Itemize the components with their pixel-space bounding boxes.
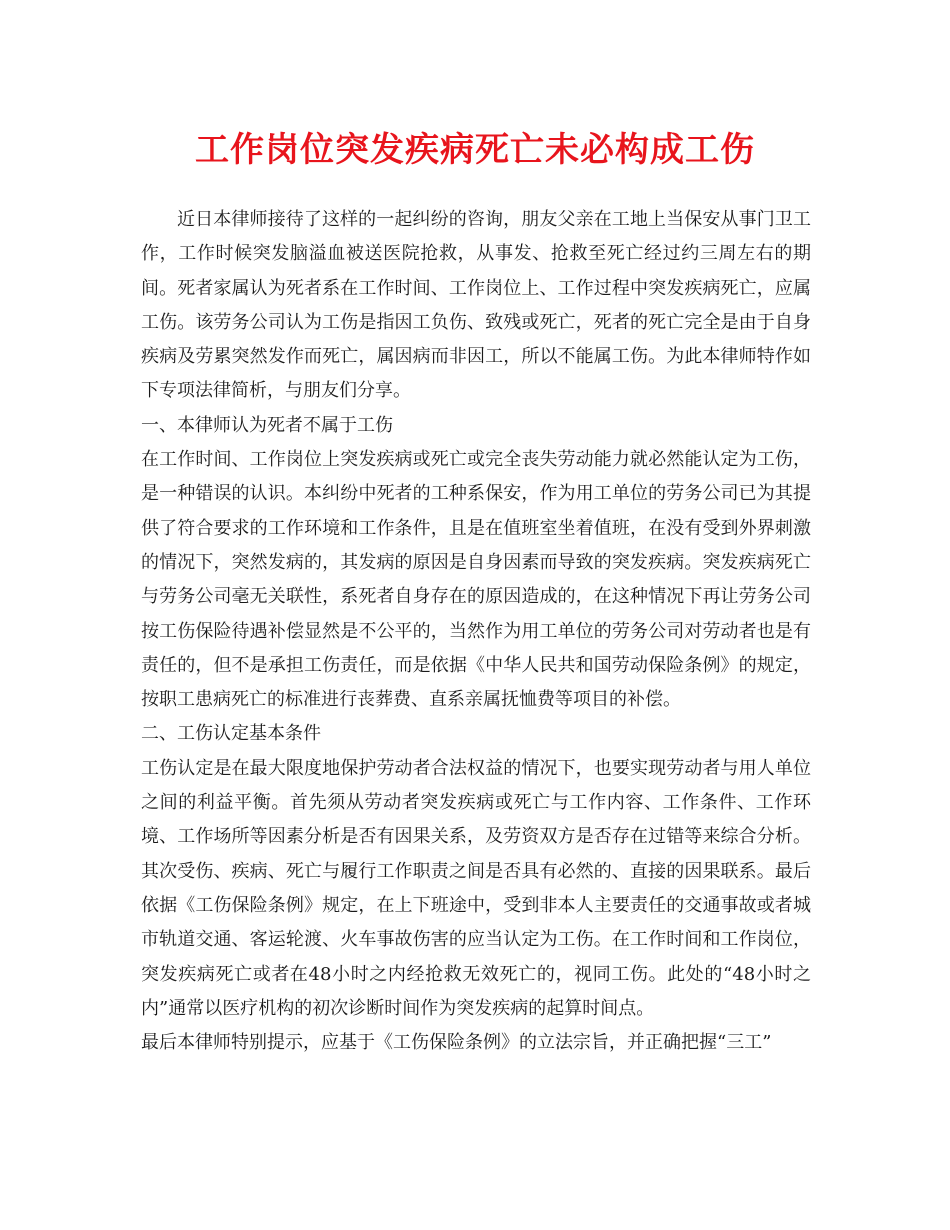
document-title: 工作岗位突发疾病死亡未必构成工伤 — [195, 130, 755, 170]
section-heading-2: 二、工伤认定基本条件 — [141, 723, 321, 745]
paragraph-section-1: 在工作时间、工作岗位上突发疾病或死亡或完全丧失劳动能力就必然能认定为工伤，是一种错误的认识。本纠纷中死者的工种系保安，作为用工单位的劳务公司已为其提供了符合要求的工作环境和工作条件，且是在值班室坐着值班，在没有受到外界刺激的情况下，突然发病的，其发病的原因是自身因素而导致的突发疾病。突发疾病死亡与劳务公司毫无关联性，系死者自身存在的原因造成的，在这种情况下再让劳务公司按工伤保险待遇补偿显然是不公平的，当然作为用工单位的劳务公司对劳动者也是有责任的，但不是承担工伤责任，而是依据《中华人民共和国劳动保险条例》的规定，按职工患病死亡的标准进行丧葬费、直系亲属抚恤费等项目的补偿。 — [141, 449, 811, 711]
section-heading-1: 一、本律师认为死者不属于工伤 — [141, 414, 393, 436]
paragraph-section-2: 工伤认定是在最大限度地保护劳动者合法权益的情况下，也要实现劳动者与用人单位之间的利益平衡。首先须从劳动者突发疾病或死亡与工作内容、工作条件、工作环境、工作场所等因素分析是否有因果关系，及劳资双方是否存在过错等来综合分析。其次受伤、疾病、死亡与履行工作职责之间是否具有必然的、直接的因果联系。最后依据《工伤保险条例》规定，在上下班途中，受到非本人主要责任的交通事故或者城市轨道交通、客运轮渡、火车事故伤害的应当认定为工伤。在工作时间和工作岗位，突发疾病死亡或者在48小时之内经抢救无效死亡的，视同工伤。此处的“48小时之内”通常以医疗机构的初次诊断时间作为突发疾病的起算时间点。 — [141, 757, 811, 1019]
paragraph-intro: 近日本律师接待了这样的一起纠纷的咨询，朋友父亲在工地上当保安从事门卫工作，工作时候突发脑溢血被送医院抢救，从事发、抢救至死亡经过约三周左右的期间。死者家属认为死者系在工作时间、工作岗位上、工作过程中突发疾病死亡，应属工伤。该劳务公司认为工伤是指因工负伤、致残或死亡，死者的死亡完全是由于自身疾病及劳累突然发作而死亡，属因病而非因工，所以不能属工伤。为此本律师特作如下专项法律简析，与朋友们分享。 — [141, 209, 811, 402]
document-body — [141, 203, 811, 1060]
paragraph-conclusion: 最后本律师特别提示，应基于《工伤保险条例》的立法宗旨，并正确把握“三工” — [141, 1032, 772, 1054]
